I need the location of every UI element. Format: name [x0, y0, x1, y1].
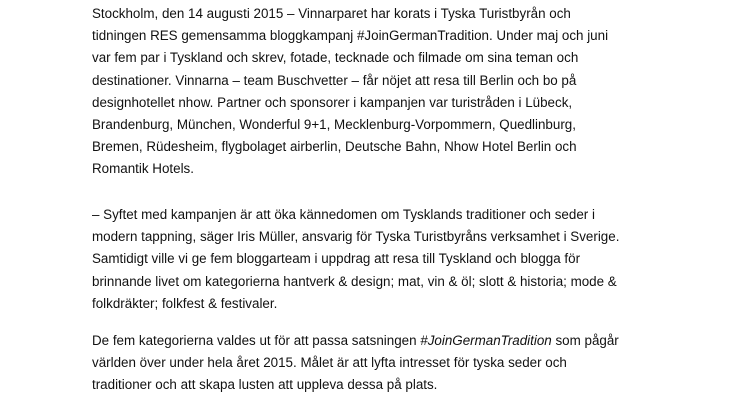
- paragraph-announcement: [92, 3, 742, 181]
- text-line: tidningen RES gemensamma bloggkampanj #JoinGermanTradition. Under maj och juni: [92, 28, 609, 44]
- text-line: brinnande livet om kategorierna hantverk & design; mat, vin & öl; slott & historia; mode &: [92, 273, 617, 289]
- text-line: Stockholm, den 14 augusti 2015 – Vinnarparet har korats i Tyska Turistbyrån och: [92, 6, 571, 21]
- text-line: modern tappning, säger Iris Müller, ansvarig för Tyska Turistbyråns verksamhet i Sverige.: [92, 229, 620, 245]
- text-line: [92, 330, 742, 352]
- text-line: traditioner och att skapa lusten att uppleva dessa på plats.: [92, 377, 438, 393]
- text-line: Brandenburg, München, Wonderful 9+1, Mecklenburg-Vorpommern, Quedlinburg,: [92, 116, 576, 132]
- paragraph-quote: [92, 204, 742, 315]
- text-line: Samtidigt ville vi ge fem bloggarteam i uppdrag att resa till Tyskland och blogga för: [92, 251, 581, 267]
- text-run: som pågår: [551, 333, 619, 348]
- hashtag-emphasis: #JoinGermanTradition: [420, 333, 552, 348]
- text-run: De fem kategorierna valdes ut för att passa satsningen: [92, 333, 421, 348]
- text-line: designhotellet nhow. Partner och sponsorer i kampanjen var turistråden i Lübeck,: [92, 94, 573, 110]
- text-line: destinationer. Vinnarna – team Buschvetter – får nöjet att resa till Berlin och bo på: [92, 72, 577, 88]
- text-line: världen över under hela året 2015. Målet är att lyfta intresset för tyska seder och: [92, 355, 567, 371]
- text-line: Romantik Hotels.: [92, 161, 194, 177]
- text-line: var fem par i Tyskland och skrev, fotade, tecknade och filmade om sina teman och: [92, 50, 579, 66]
- text-line: Bremen, Rüdesheim, flygbolaget airberlin, Deutsche Bahn, Nhow Hotel Berlin och: [92, 139, 577, 155]
- paragraph-categories: [92, 330, 742, 397]
- text-line: folkdräkter; folkfest & festivaler.: [92, 295, 278, 311]
- text-line: – Syftet med kampanjen är att öka kännedomen om Tysklands traditioner och seder i: [92, 207, 595, 222]
